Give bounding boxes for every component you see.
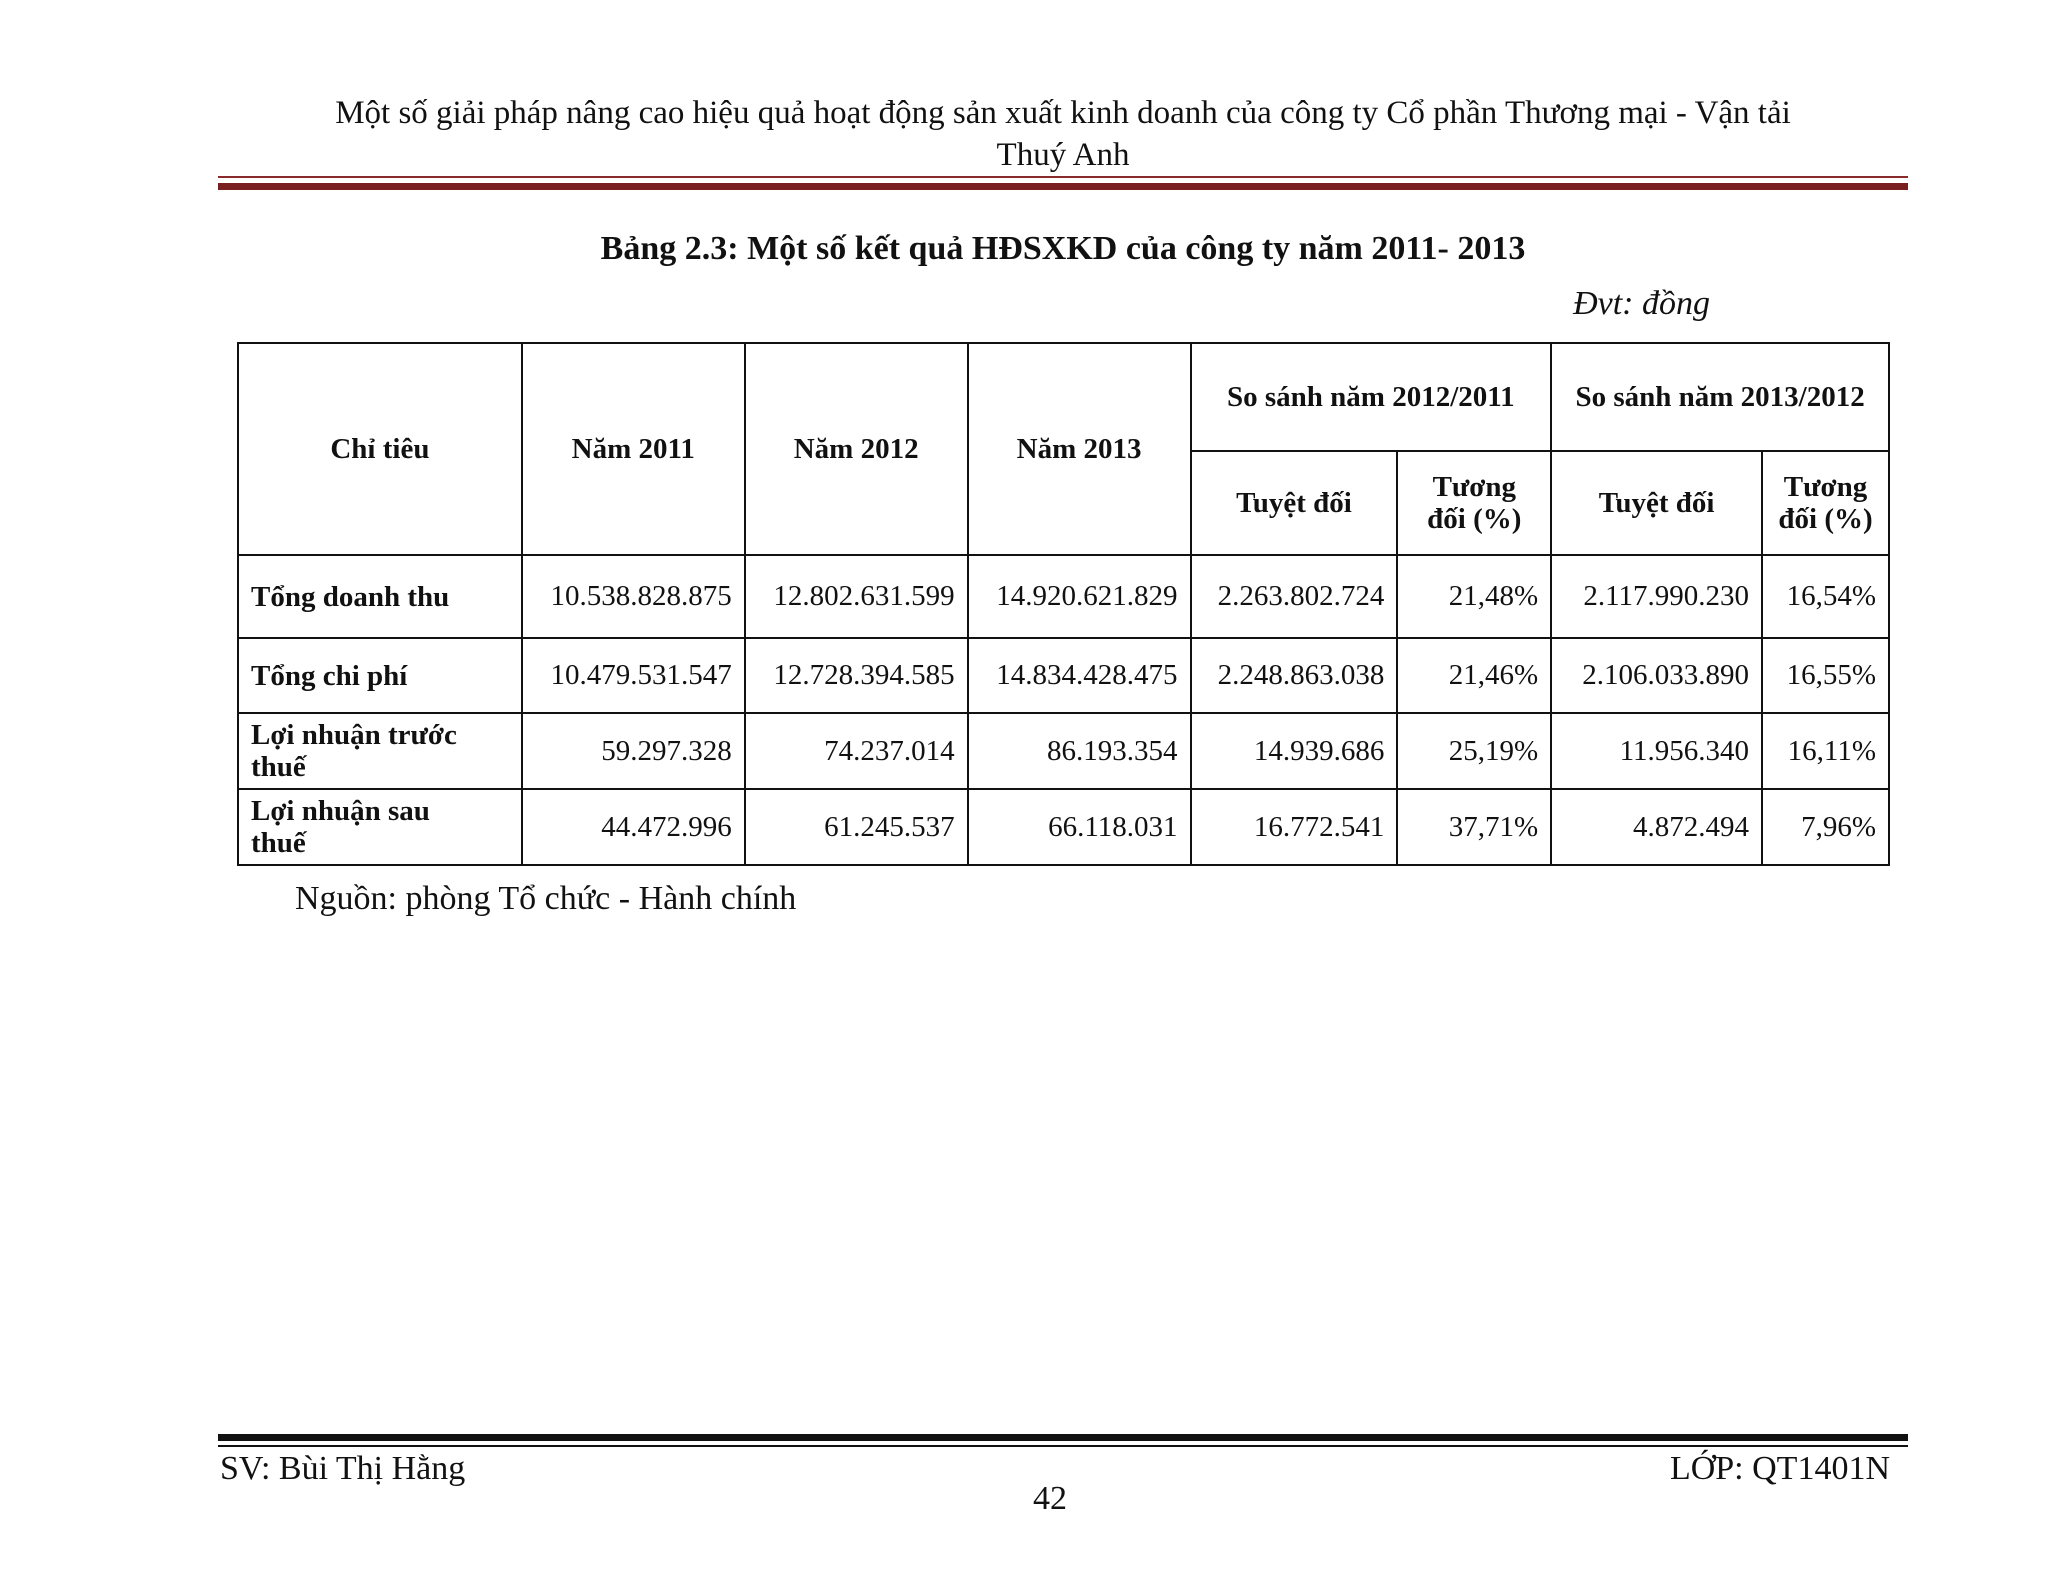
- header-rule-thin: [218, 176, 1908, 178]
- cell-rel-1211: 21,48%: [1397, 555, 1551, 638]
- cell-2013: 66.118.031: [968, 789, 1191, 865]
- cell-abs-1211: 2.263.802.724: [1191, 555, 1398, 638]
- cell-2013: 86.193.354: [968, 713, 1191, 789]
- row-label: [238, 555, 522, 638]
- col-header-2012: Năm 2012: [745, 343, 968, 555]
- col-header-absolute-1: Tuyệt đối: [1191, 451, 1398, 555]
- footer-class: LỚP: QT1401N: [1669, 1450, 1890, 1487]
- footer-rule-thick: [218, 1434, 1908, 1441]
- cell-2012: 12.728.394.585: [745, 638, 968, 713]
- col-header-2013: Năm 2013: [968, 343, 1191, 555]
- col-header-relative-2: [1762, 451, 1889, 555]
- cell-rel-1312: 16,54%: [1762, 555, 1889, 638]
- row-label-line1: Tổng doanh thu: [251, 580, 450, 613]
- cell-2013: 14.834.428.475: [968, 638, 1191, 713]
- col-header-absolute-2: Tuyệt đối: [1551, 451, 1762, 555]
- cell-abs-1312: 11.956.340: [1551, 713, 1762, 789]
- cell-abs-1211: 14.939.686: [1191, 713, 1398, 789]
- cell-rel-1211: 25,19%: [1397, 713, 1551, 789]
- cell-2012: 61.245.537: [745, 789, 968, 865]
- row-label: [238, 789, 522, 865]
- row-label-line1: Tổng chi phí: [251, 659, 408, 692]
- col-header-chi-tieu: Chỉ tiêu: [238, 343, 522, 555]
- header-rule-thick: [218, 183, 1908, 190]
- table-row: [238, 555, 1889, 638]
- cell-abs-1312: 4.872.494: [1551, 789, 1762, 865]
- cell-rel-1312: 16,55%: [1762, 638, 1889, 713]
- header-row-1: [238, 343, 1889, 451]
- page-number: 42: [1033, 1480, 1067, 1517]
- header-line-2: Thuý Anh: [996, 137, 1130, 173]
- row-label-line2: thuế: [251, 751, 306, 783]
- source-note: Nguồn: phòng Tổ chức - Hành chính: [295, 880, 797, 917]
- cell-2013: 14.920.621.829: [968, 555, 1191, 638]
- unit-label: Đvt: đồng: [1573, 285, 1710, 322]
- cell-2011: 10.479.531.547: [522, 638, 745, 713]
- table-title: Bảng 2.3: Một số kết quả HĐSXKD của công ty năm 2011- 2013: [600, 230, 1526, 267]
- cell-2011: 10.538.828.875: [522, 555, 745, 638]
- cell-rel-1211: 37,71%: [1397, 789, 1551, 865]
- row-label: [238, 638, 522, 713]
- cell-rel-1211: 21,46%: [1397, 638, 1551, 713]
- col-header-compare-2013-2012: So sánh năm 2013/2012: [1551, 343, 1889, 451]
- col-header-2011: Năm 2011: [522, 343, 745, 555]
- footer-student: SV: Bùi Thị Hằng: [220, 1450, 466, 1487]
- results-table: [237, 342, 1890, 866]
- row-label-line1: Lợi nhuận sau: [251, 795, 430, 827]
- relative-label-line1: Tương: [1783, 471, 1868, 503]
- cell-2012: 12.802.631.599: [745, 555, 968, 638]
- cell-2011: 59.297.328: [522, 713, 745, 789]
- relative-label-line1: Tương: [1432, 471, 1516, 503]
- cell-abs-1312: 2.106.033.890: [1551, 638, 1762, 713]
- table-row: [238, 789, 1889, 865]
- table-row: [238, 713, 1889, 789]
- header-line-1: Một số giải pháp nâng cao hiệu quả hoạt động sản xuất kinh doanh của công ty Cổ phần Thương mại - Vận tải: [335, 95, 1791, 131]
- cell-2011: 44.472.996: [522, 789, 745, 865]
- col-header-compare-2012-2011: So sánh năm 2012/2011: [1191, 343, 1552, 451]
- cell-abs-1211: 2.248.863.038: [1191, 638, 1398, 713]
- row-label-line1: Lợi nhuận trước: [251, 719, 457, 751]
- page-header: [218, 92, 1908, 176]
- cell-2012: 74.237.014: [745, 713, 968, 789]
- relative-label-line2: đối (%): [1427, 503, 1522, 535]
- table-row: [238, 638, 1889, 713]
- cell-rel-1312: 7,96%: [1762, 789, 1889, 865]
- cell-abs-1312: 2.117.990.230: [1551, 555, 1762, 638]
- cell-abs-1211: 16.772.541: [1191, 789, 1398, 865]
- row-label-line2: thuế: [251, 827, 306, 859]
- footer-rule-thin: [218, 1445, 1908, 1447]
- col-header-relative-1: [1397, 451, 1551, 555]
- cell-rel-1312: 16,11%: [1762, 713, 1889, 789]
- row-label: [238, 713, 522, 789]
- relative-label-line2: đối (%): [1778, 503, 1873, 535]
